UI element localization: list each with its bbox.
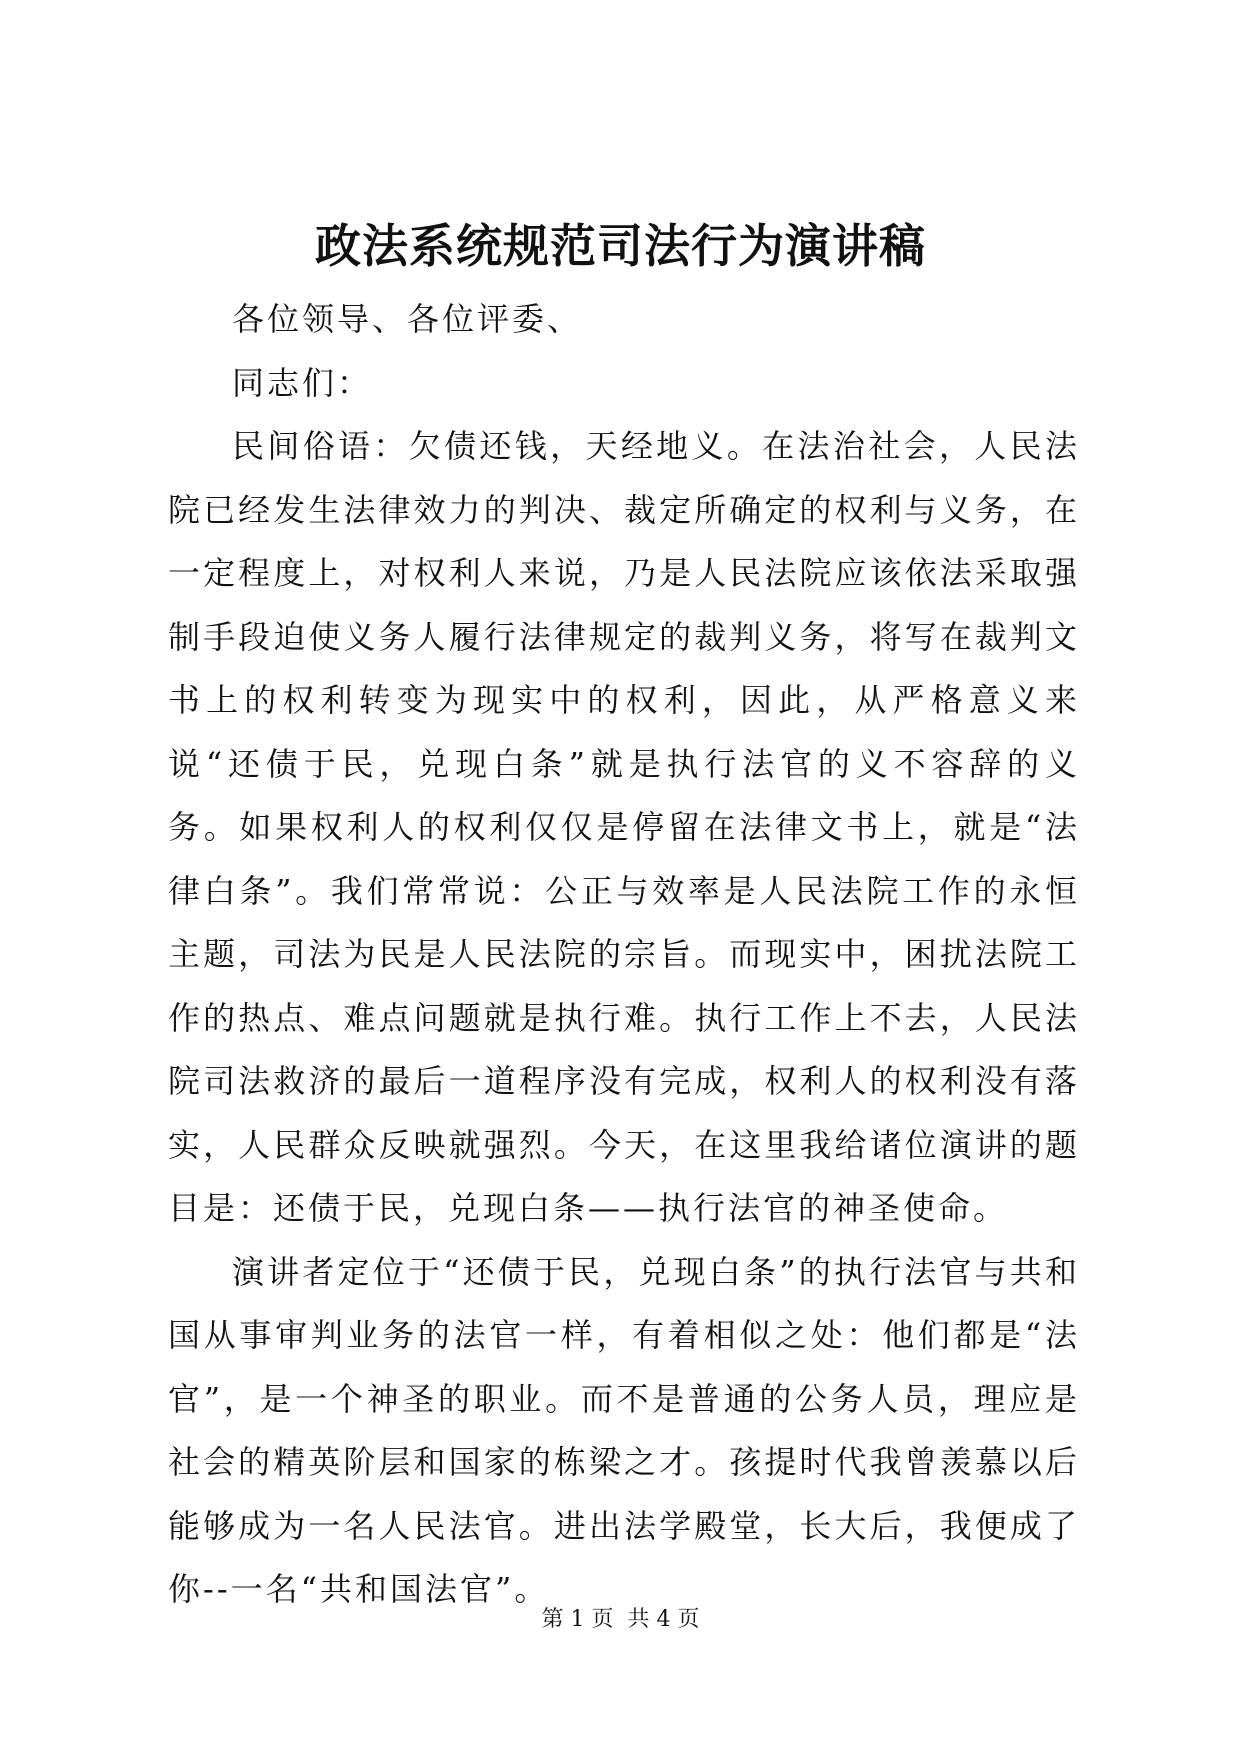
body-paragraph-2: 演讲者定位于“还债于民，兑现白条”的执行法官与共和国从事审判业务的法官一样，有着相似之处：他们都是“法官”，是一个神圣的职业。而不是普通的公务人员，理应是社会的精英阶层和国家的栋梁之才。孩提时代我曾羡慕以后能够成为一名人民法官。进出法学殿堂，长大后，我便成了你--一名“共和国法官”。: [168, 1252, 1080, 1608]
page-footer: [0, 1605, 1241, 1635]
document-title: 政法系统规范司法行为演讲稿: [315, 219, 926, 273]
page-number: 第 1 页 共 4 页: [541, 1607, 700, 1632]
document-body: [168, 288, 1080, 1622]
body-paragraph-1: 民间俗语：欠债还钱，天经地义。在法治社会，人民法院已经发生法律效力的判决、裁定所确定的权利与义务，在一定程度上，对权利人来说，乃是人民法院应该依法采取强制手段迫使义务人履行法律规定的裁判义务，将写在裁判文书上的权利转变为现实中的权利，因此，从严格意义来说“还债于民，兑现白条”就是执行法官的义不容辞的义务。如果权利人的权利仅仅是停留在法律文书上，就是“法律白条”。我们常常说：公正与效率是人民法院工作的永恒主题，司法为民是人民法院的宗旨。而现实中，困扰法院工作的热点、难点问题就是执行难。执行工作上不去，人民法院司法救济的最后一道程序没有完成，权利人的权利没有落实，人民群众反映就强烈。今天，在这里我给诸位演讲的题目是：还债于民，兑现白条——执行法官的神圣使命。: [168, 427, 1080, 1227]
salutation-line-1: 各位领导、各位评委、: [232, 300, 583, 338]
salutation-line-2: 同志们：: [232, 363, 373, 402]
